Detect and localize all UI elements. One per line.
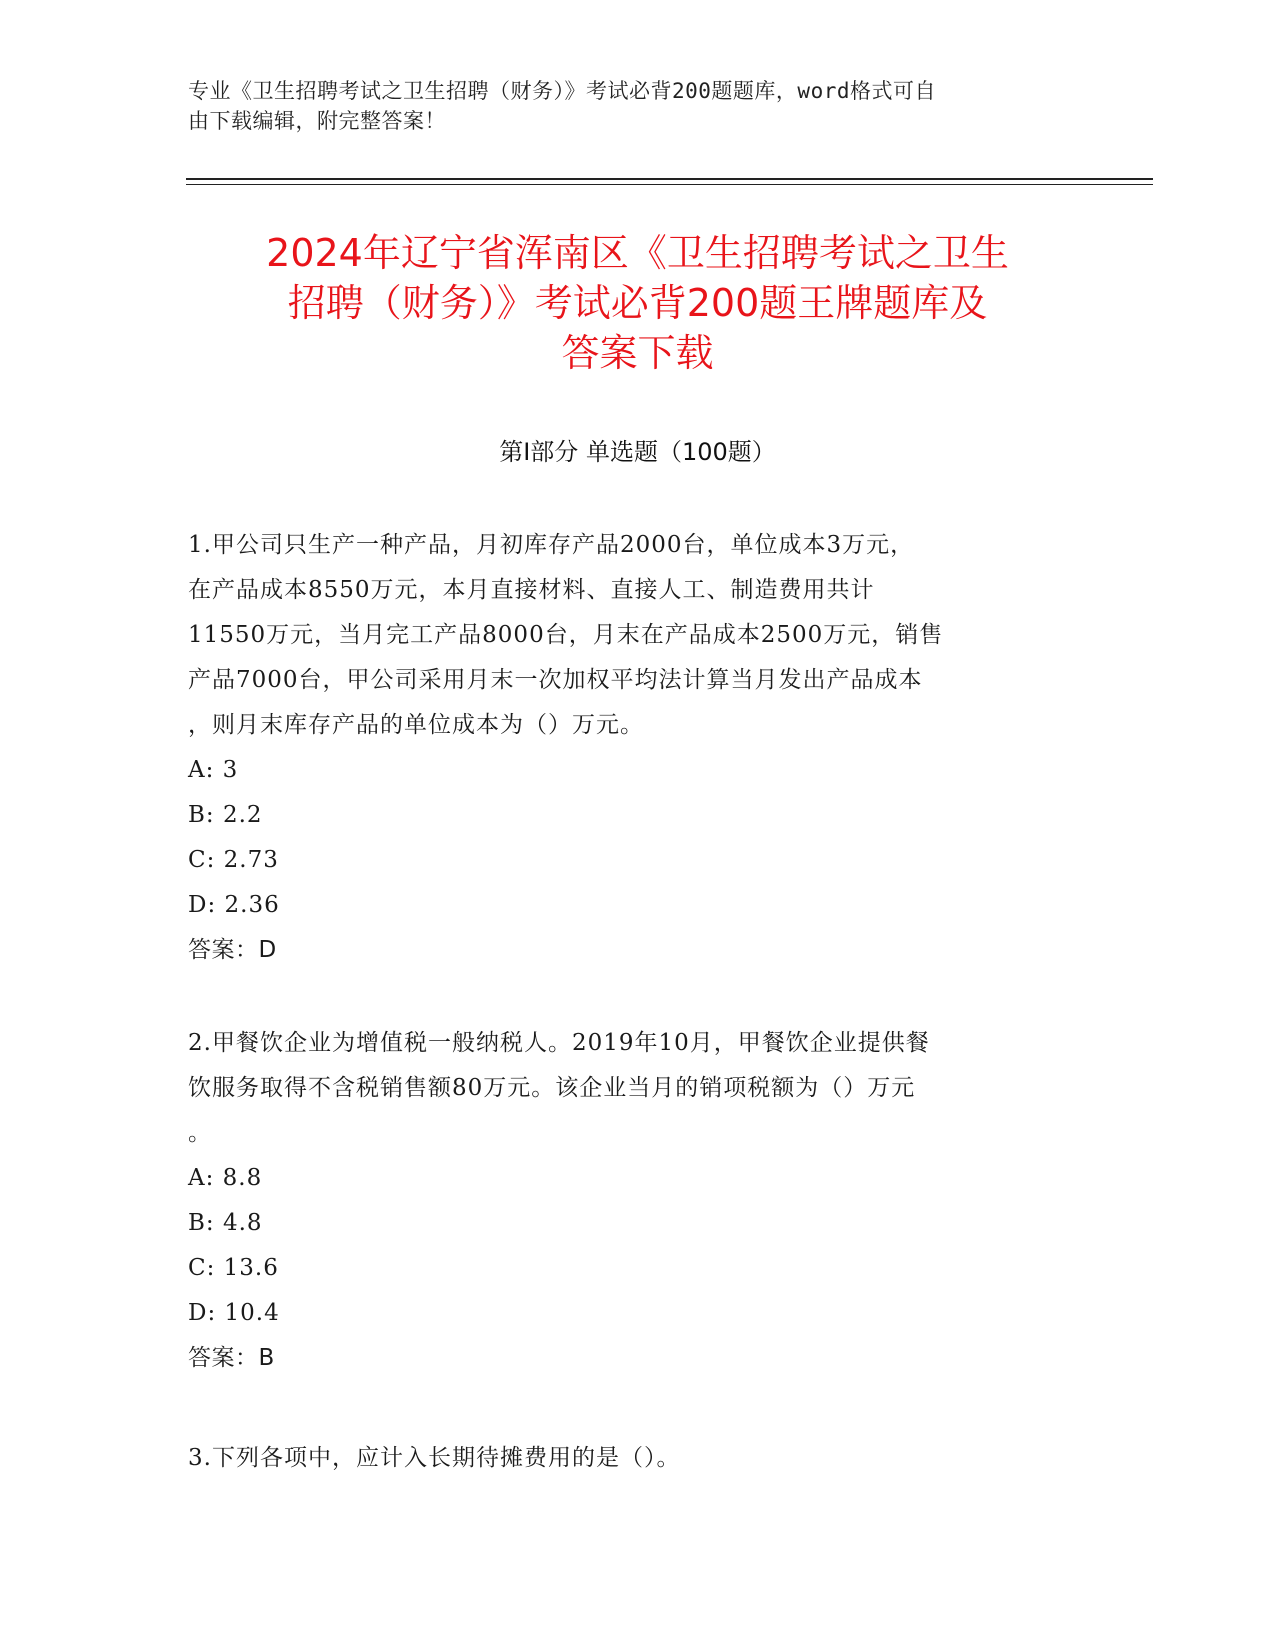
title-line: 招聘（财务）》考试必背200题王牌题库及 bbox=[287, 281, 988, 325]
option-a: A: 3 bbox=[188, 757, 239, 783]
option-d: D: 2.36 bbox=[188, 892, 280, 918]
question-text-line: 2.甲餐饮企业为增值税一般纳税人。2019年10月，甲餐饮企业提供餐 bbox=[188, 1030, 930, 1056]
question-text-line: 产品7000台，甲公司采用月末一次加权平均法计算当月发出产品成本 bbox=[188, 667, 923, 693]
title-line: 答案下载 bbox=[561, 331, 714, 375]
option-b: B: 2.2 bbox=[188, 802, 263, 828]
question-text-line: 1.甲公司只生产一种产品，月初库存产品2000台，单位成本3万元， bbox=[188, 532, 915, 558]
question-text-line: 在产品成本8550万元，本月直接材料、直接人工、制造费用共计 bbox=[188, 577, 875, 603]
answer: 答案：B bbox=[188, 1345, 275, 1371]
option-c: C: 2.73 bbox=[188, 847, 279, 873]
header-note-line: 专业《卫生招聘考试之卫生招聘（财务）》考试必背200题题库，word格式可自 bbox=[188, 79, 936, 103]
question-3 bbox=[188, 1436, 1088, 1481]
question-text-line: 。 bbox=[188, 1120, 212, 1146]
document-title bbox=[160, 228, 1115, 378]
option-a: A: 8.8 bbox=[188, 1165, 263, 1191]
header-note bbox=[188, 76, 1068, 136]
header-divider-thick bbox=[186, 178, 1153, 180]
question-text-line: 3.下列各项中，应计入长期待摊费用的是（）。 bbox=[188, 1445, 681, 1471]
header-note-line: 由下载编辑，附完整答案！ bbox=[188, 109, 446, 133]
question-text-line: 11550万元，当月完工产品8000台，月末在产品成本2500万元，销售 bbox=[188, 622, 944, 648]
question-text-line: 饮服务取得不含税销售额80万元。该企业当月的销项税额为（）万元 bbox=[188, 1075, 916, 1101]
title-line: 2024年辽宁省浑南区《卫生招聘考试之卫生 bbox=[266, 231, 1009, 275]
header-divider-thin bbox=[186, 184, 1153, 185]
question-1 bbox=[188, 523, 1088, 973]
question-2 bbox=[188, 1021, 1088, 1381]
question-text-line: ，则月末库存产品的单位成本为（）万元。 bbox=[188, 712, 644, 738]
option-b: B: 4.8 bbox=[188, 1210, 263, 1236]
section-title: 第Ⅰ部分 单选题（100题） bbox=[499, 438, 776, 466]
option-d: D: 10.4 bbox=[188, 1300, 280, 1326]
option-c: C: 13.6 bbox=[188, 1255, 279, 1281]
answer: 答案：D bbox=[188, 937, 277, 963]
